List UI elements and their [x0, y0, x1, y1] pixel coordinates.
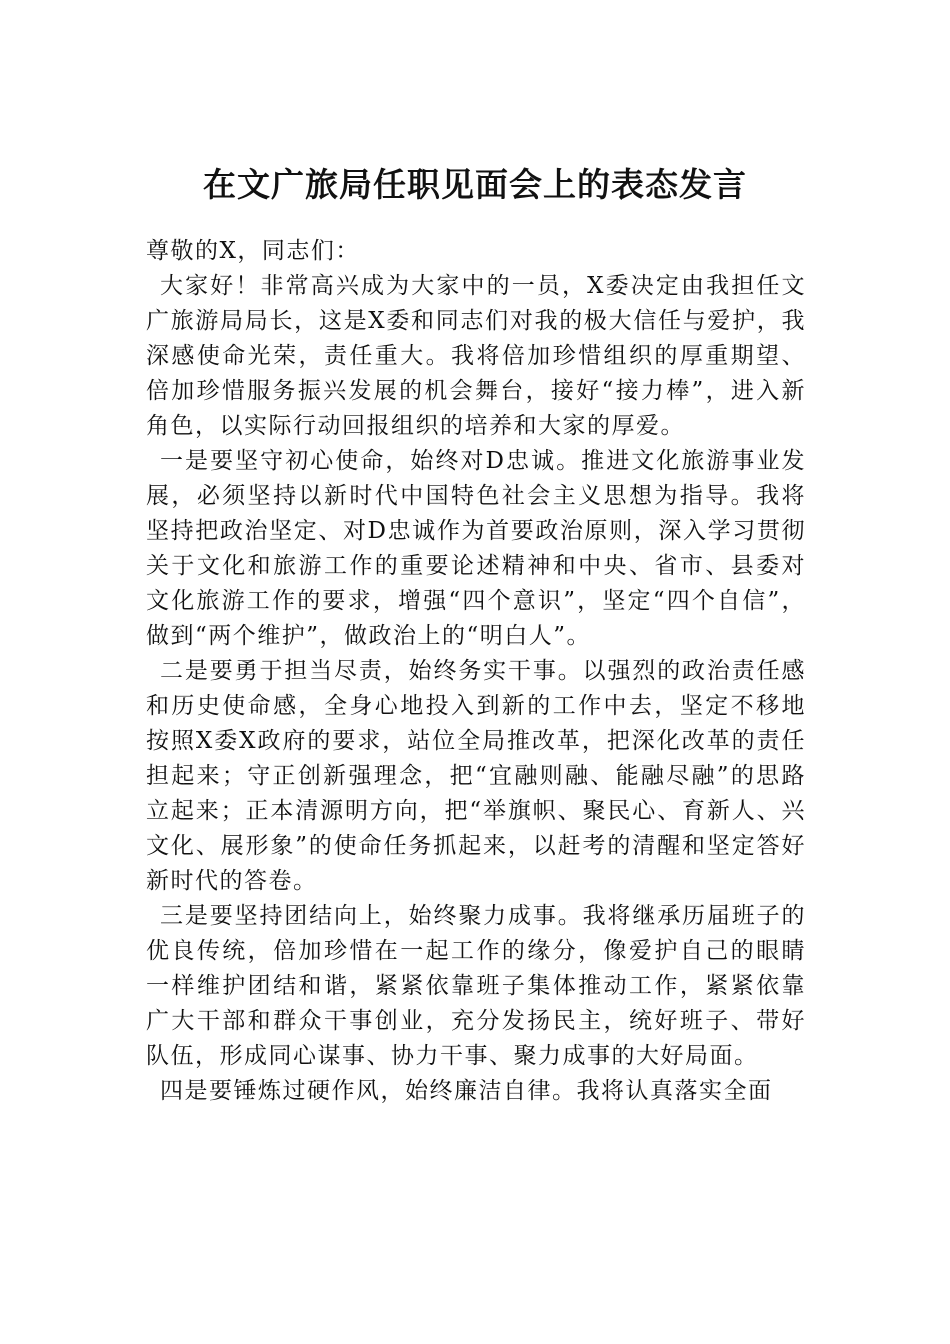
paragraph-opening: 大家好！非常高兴成为大家中的一员，X委决定由我担任文广旅游局局长，这是X委和同志们对我的极大信任与爱护，我深感使命光荣，责任重大。我将倍加珍惜组织的厚重期望、倍加珍惜服务振兴发展的机会舞台，接好“接力棒”，进入新角色，以实际行动回报组织的培养和大家的厚爱。 — [146, 273, 806, 439]
paragraph-point-four: 四是要锤炼过硬作风，始终廉洁自律。我将认真落实全面 — [160, 1078, 773, 1104]
paragraph-point-one: 一是要坚守初心使命，始终对D忠诚。推进文化旅游事业发展，必须坚持以新时代中国特色社会主义思想为指导。我将坚持把政治坚定、对D忠诚作为首要政治原则，深入学习贯彻关于文化和旅游工作的重要论述精神和中央、省市、县委对文化旅游工作的要求，增强“四个意识”，坚定“四个自信”，做到“两个维护”，做政治上的“明白人”。 — [146, 448, 806, 649]
paragraph-point-two: 二是要勇于担当尽责，始终务实干事。以强烈的政治责任感和历史使命感，全身心地投入到新的工作中去，坚定不移地按照X委X政府的要求，站位全局推改革，把深化改革的责任担起来；守正创新强理念，把“宜融则融、能融尽融”的思路立起来；正本清源明方向，把“举旗帜、聚民心、育新人、兴文化、展形象”的使命任务抓起来，以赶考的清醒和坚定答好新时代的答卷。 — [146, 658, 806, 894]
document-title: 在文广旅局任职见面会上的表态发言 — [203, 165, 747, 204]
document-body — [146, 234, 806, 1109]
salutation: 尊敬的X，同志们： — [146, 238, 360, 264]
paragraph-point-three: 三是要坚持团结向上，始终聚力成事。我将继承历届班子的优良传统，倍加珍惜在一起工作的缘分，像爱护自己的眼睛一样维护团结和谐，紧紧依靠班子集体推动工作，紧紧依靠广大干部和群众干事创业，充分发扬民主，统好班子、带好队伍，形成同心谋事、协力干事、聚力成事的大好局面。 — [146, 903, 806, 1069]
